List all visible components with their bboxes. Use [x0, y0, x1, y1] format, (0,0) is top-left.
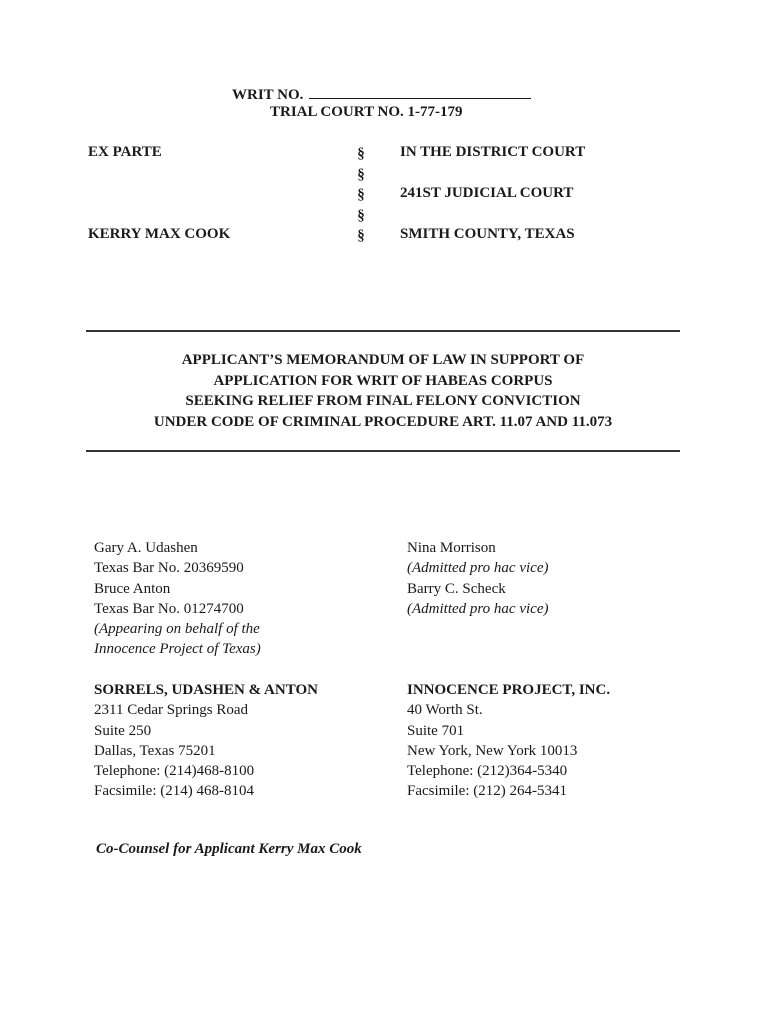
- telephone: Telephone: (214)468-8100: [94, 763, 255, 780]
- caption-applicant-name: KERRY MAX COOK: [88, 226, 231, 242]
- section-mark-column: [355, 144, 367, 247]
- bar-number: Texas Bar No. 20369590: [94, 560, 244, 577]
- attorney-name: Bruce Anton: [94, 580, 171, 597]
- appearance-note: Innocence Project of Texas): [94, 641, 261, 658]
- facsimile: Facsimile: (212) 264-5341: [407, 783, 567, 800]
- firm-name: INNOCENCE PROJECT, INC.: [407, 682, 611, 698]
- writ-number-line: [232, 84, 531, 104]
- admission-note: (Admitted pro hac vice): [407, 600, 549, 617]
- trial-court-number: TRIAL COURT NO. 1-77-179: [270, 104, 463, 120]
- counsel-left-attorneys: [94, 538, 384, 660]
- caption-judicial-court: 241ST JUDICIAL COURT: [400, 185, 574, 201]
- section-mark: §: [357, 228, 365, 244]
- telephone: Telephone: (212)364-5340: [407, 763, 568, 780]
- address-line: Suite 701: [407, 722, 465, 739]
- caption-court: IN THE DISTRICT COURT: [400, 144, 586, 160]
- address-line: 40 Worth St.: [407, 702, 483, 719]
- section-mark: §: [357, 207, 365, 224]
- firm-name: SORRELS, UDASHEN & ANTON: [94, 682, 318, 698]
- section-mark: §: [357, 146, 365, 162]
- title-bottom-rule: [86, 450, 680, 452]
- counsel-left-firm: [94, 680, 394, 802]
- writ-no-label: WRIT NO.: [232, 87, 304, 103]
- section-mark: §: [357, 187, 365, 203]
- admission-note: (Admitted pro hac vice): [407, 560, 549, 577]
- appearance-note: (Appearing on behalf of the: [94, 621, 260, 638]
- section-mark: §: [357, 166, 365, 183]
- bar-number: Texas Bar No. 01274700: [94, 600, 244, 617]
- attorney-name: Barry C. Scheck: [407, 580, 506, 597]
- title-line: SEEKING RELIEF FROM FINAL FELONY CONVICTION: [185, 393, 581, 409]
- counsel-right-firm: [407, 680, 707, 802]
- caption-county: SMITH COUNTY, TEXAS: [400, 226, 575, 242]
- cocounsel-designation: Co-Counsel for Applicant Kerry Max Cook: [96, 841, 362, 857]
- title-top-rule: [86, 330, 680, 332]
- title-line: APPLICANT’S MEMORANDUM OF LAW IN SUPPORT OF: [181, 352, 585, 368]
- writ-number-blank: [309, 84, 531, 99]
- address-line: Suite 250: [94, 722, 152, 739]
- attorney-name: Gary A. Udashen: [94, 540, 198, 556]
- caption-ex-parte: EX PARTE: [88, 144, 162, 160]
- document-title: [86, 350, 680, 432]
- address-line: New York, New York 10013: [407, 742, 578, 759]
- attorney-name: Nina Morrison: [407, 540, 496, 556]
- facsimile: Facsimile: (214) 468-8104: [94, 783, 254, 800]
- title-line: APPLICATION FOR WRIT OF HABEAS CORPUS: [213, 372, 553, 389]
- address-line: 2311 Cedar Springs Road: [94, 702, 249, 719]
- title-line: UNDER CODE OF CRIMINAL PROCEDURE ART. 11.07 AND 11.073: [153, 413, 613, 430]
- counsel-right-attorneys: [407, 538, 687, 619]
- address-line: Dallas, Texas 75201: [94, 742, 216, 759]
